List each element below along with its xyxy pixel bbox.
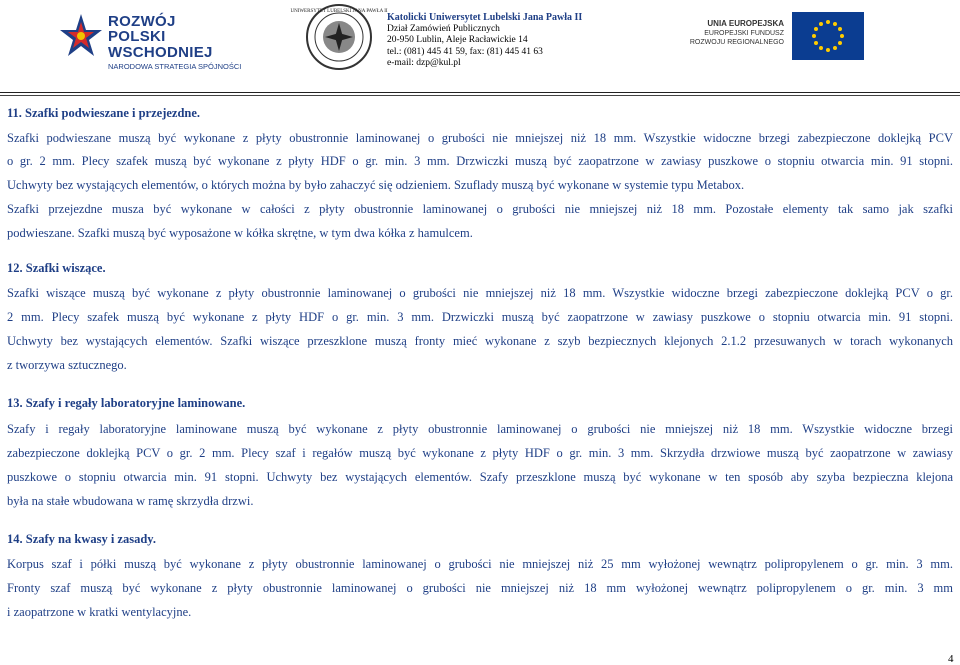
institution-address: 20-950 Lublin, Aleje Racławickie 14 <box>387 35 528 45</box>
page-number: 4 <box>948 653 954 665</box>
document-header <box>0 0 960 95</box>
star-logo-icon <box>58 12 104 58</box>
section-11-line-1: Szafki podwieszane muszą być wykonane z płyty obustronnie laminowanej o grubości nie mniejszej niż 18 mm. Wszystkie widoczne brzegi zabezpieczone doklejką PCV <box>7 131 953 145</box>
institution-phone: tel.: (081) 445 41 59, fax: (81) 445 41 63 <box>387 46 543 57</box>
university-seal <box>290 3 388 71</box>
section-14-line-3: i zaopatrzone w kratki wentylacyjne. <box>7 605 192 619</box>
institution-department: Dział Zamówień Publicznych <box>387 23 500 34</box>
institution-block <box>387 12 582 70</box>
section-14-line-2: Fronty szaf muszą być wykonane z płyty obustronnie laminowanej o grubości nie mniejszej niż 18 mm wyłożonej wewnątrz polipropylenem o gr. min. 3 mm <box>7 581 953 595</box>
institution-name: Katolicki Uniwersytet Lubelski Jana Pawła II <box>387 12 583 23</box>
section-11-line-2: o gr. 2 mm. Plecy szafek muszą być wykonane z płyty HDF o gr. min. 3 mm. Drzwiczki muszą być zaopatrzone w zawiasy puszkowe o stopniu otwarcia min. 91 stopni. <box>7 154 953 168</box>
logo-line-3: NARODOWA STRATEGIA SPÓJNOŚCI <box>108 62 242 71</box>
institution-email: e-mail: dzp@kul.pl <box>387 58 461 68</box>
section-11-heading: 11. Szafki podwieszane i przejezdne. <box>7 106 201 120</box>
eu-line-3: ROZWOJU REGIONALNEGO <box>689 39 784 46</box>
section-12-line-2: 2 mm. Plecy szafek muszą być wykonane z płyty HDF o gr. min. 3 mm. Drzwiczki muszą być zaopatrzone w zawiasy puszkowe o stopniu otwarcia min. 91 stopni. <box>7 310 953 324</box>
section-13-heading: 13. Szafy i regały laboratoryjne laminowane. <box>7 396 246 410</box>
logo-line-2: POLSKI WSCHODNIEJ <box>108 28 213 61</box>
header-rule-secondary <box>0 95 960 96</box>
section-12-line-3: Uchwyty bez wystających elementów. Szafki wiszące przeszklone muszą fronty mieć wykonane z szyb bezpiecznych klejonych 2.1.2 przesuwanych w torach wykonanych <box>7 334 953 348</box>
section-11-line-5: podwieszane. Szafki muszą być wyposażone w kółka skrętne, w tym dwa kółka z hamulcem. <box>7 226 473 240</box>
section-12-heading: 12. Szafki wiszące. <box>7 261 106 275</box>
eu-line-1: UNIA EUROPEJSKA <box>707 19 784 28</box>
section-12-line-4: z tworzywa sztucznego. <box>7 358 127 372</box>
header-rule <box>0 92 960 93</box>
rozwoj-polski-wschodniej-logo <box>58 12 248 71</box>
eu-flag-icon <box>792 12 864 60</box>
section-14-heading: 14. Szafy na kwasy i zasady. <box>7 532 156 546</box>
section-12-line-1: Szafki wiszące muszą być wykonane z płyty obustronnie laminowanej o grubości nie mniejszej niż 18 mm. Wszystkie widoczne brzegi zabezpieczone doklejką PCV o gr. <box>7 286 953 300</box>
section-13-line-1: Szafy i regały laboratoryjne laminowane muszą być wykonane z płyty obustronnie laminowanej o grubości nie mniejszej niż 18 mm. Wszystkie widoczne brzegi <box>7 422 953 436</box>
section-13-line-4: była na stałe wbudowana w ramę skrzydła drzwi. <box>7 494 254 508</box>
logo-line-1: ROZWÓJ <box>108 13 176 30</box>
eu-line-2: EUROPEJSKI FUNDUSZ <box>704 30 784 37</box>
section-11-line-3: Uchwyty bez wystających elementów, o których można by było zahaczyć się odzieniem. Szuflady muszą być wykonane w systemie typu Metabox. <box>7 178 745 192</box>
section-11-line-4: Szafki przejezdne musza być wykonane w całości z płyty obustronnie laminowanej o grubości nie mniejszej niż 18 mm. Pozostałe elementy tak samo jak szafki <box>7 202 953 216</box>
seal-label: UNIWERSYTET LUBELSKI JANA PAWŁA II <box>290 9 388 14</box>
section-14-line-1: Korpus szaf i półki muszą być wykonane z płyty obustronnie laminowanej o grubości nie mniejszej niż 25 mm wyłożonej wewnątrz polipropylenem o gr. min. 3 mm. <box>7 557 953 571</box>
section-13-line-2: zabezpieczone doklejką PCV o gr. 2 mm. Plecy szaf i regałów muszą być wykonane z płyty HDF o gr. min. 3 mm. Skrzydła drzwiowe muszą być zaopatrzone w zawiasy <box>7 446 953 460</box>
eu-logo <box>664 12 904 60</box>
section-13-line-3: puszkowe o stopniu otwarcia min. 91 stopni. Uchwyty bez wystających elementów. Szafy przeszklone muszą być wykonane w ten sposób aby szyba bezpieczna klejona <box>7 470 953 484</box>
